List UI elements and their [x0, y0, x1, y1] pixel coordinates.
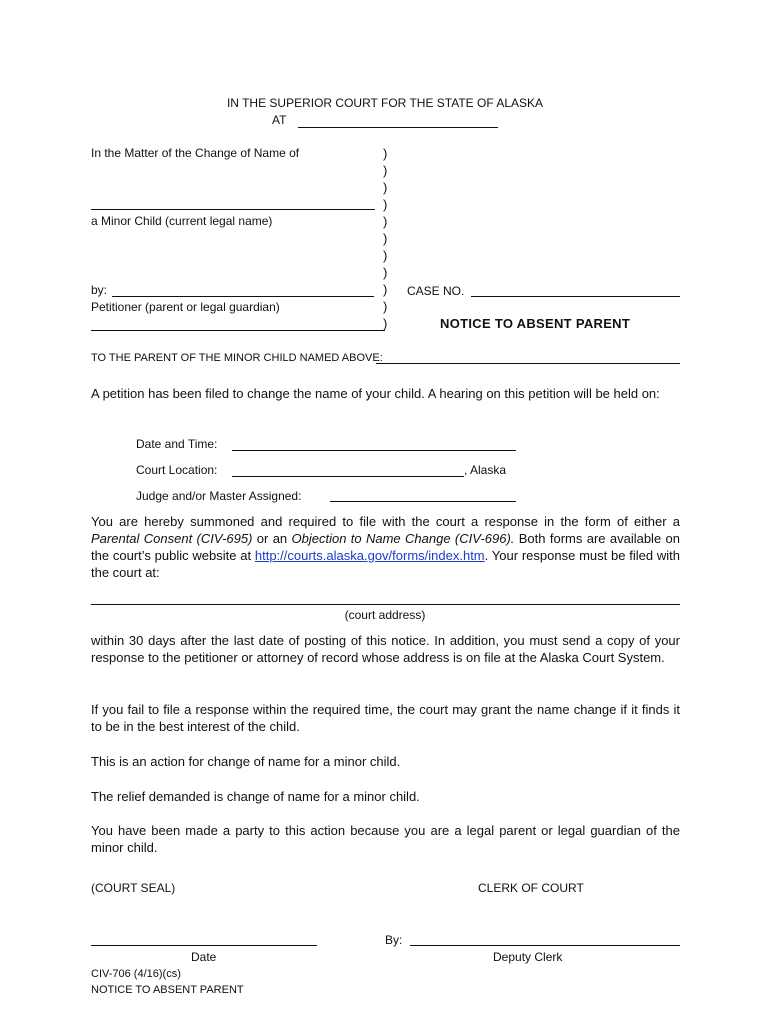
petitioner-label: Petitioner (parent or legal guardian) — [91, 300, 280, 314]
at-location-field[interactable] — [298, 127, 498, 128]
minor-name-field[interactable] — [91, 209, 375, 210]
summons-text-4: . Your response must be filed with the court at: — [91, 548, 681, 580]
case-no-label: CASE NO. — [407, 284, 465, 298]
case-no-field[interactable] — [471, 296, 680, 297]
paren: ) — [383, 316, 388, 331]
court-location-field[interactable] — [232, 476, 464, 477]
summons-text-3: Both forms are available on the court’s public website at — [91, 531, 680, 563]
paren: ) — [383, 248, 388, 263]
paren: ) — [383, 265, 388, 280]
judge-label: Judge and/or Master Assigned: — [136, 489, 302, 503]
clerk-signature-field[interactable] — [410, 945, 680, 946]
date-label: Date — [191, 950, 217, 964]
paren: ) — [383, 214, 388, 229]
petition-paragraph: A petition has been filed to change the name of your child. A hearing on this petition will be held on: — [91, 386, 660, 401]
caption-parens — [383, 145, 395, 332]
summons-text-1: You are hereby summoned and required to file with the court a response in the form of either a — [91, 514, 680, 529]
date-field[interactable] — [91, 945, 317, 946]
paren: ) — [383, 282, 388, 297]
court-location-label: Court Location: — [136, 463, 218, 477]
objection-form: Objection to Name Change (CIV-696). — [291, 531, 515, 546]
petitioner-extra-field[interactable] — [91, 330, 385, 331]
parent-name-field[interactable] — [376, 363, 680, 364]
action-for-paragraph: This is an action for change of name for a minor child. — [91, 754, 401, 769]
summons-paragraph — [91, 513, 680, 581]
summons-text-2: or an — [252, 531, 292, 546]
made-party-paragraph: You have been made a party to this action because you are a legal parent or legal guardian of the minor child. — [91, 823, 680, 855]
date-time-field[interactable] — [232, 450, 516, 451]
paren: ) — [383, 146, 388, 161]
court-address-label: (court address) — [344, 608, 426, 622]
relief-paragraph: The relief demanded is change of name for a minor child. — [91, 789, 420, 804]
location-suffix: , Alaska — [464, 463, 507, 477]
form-footer-title: NOTICE TO ABSENT PARENT — [91, 984, 244, 996]
paren: ) — [383, 180, 388, 195]
paren: ) — [383, 197, 388, 212]
court-title: IN THE SUPERIOR COURT FOR THE STATE OF ALASKA — [226, 96, 544, 110]
deputy-clerk-label: Deputy Clerk — [493, 950, 563, 964]
minor-child-label: a Minor Child (current legal name) — [91, 214, 273, 228]
court-seal-label: (COURT SEAL) — [91, 881, 176, 895]
notice-title: NOTICE TO ABSENT PARENT — [440, 316, 631, 331]
paren: ) — [383, 299, 388, 314]
parental-consent-form: Parental Consent (CIV-695) — [91, 531, 253, 546]
court-address-field[interactable] — [91, 604, 680, 605]
petitioner-name-field[interactable] — [112, 296, 374, 297]
clerk-of-court-label: CLERK OF COURT — [478, 881, 584, 895]
forms-website-link[interactable]: http://courts.alaska.gov/forms/index.htm — [254, 548, 485, 563]
clerk-by-label: By: — [385, 933, 403, 947]
to-parent-label: TO THE PARENT OF THE MINOR CHILD NAMED ABOVE: — [91, 352, 383, 364]
at-label: AT — [272, 113, 287, 127]
within-30-days-paragraph: within 30 days after the last date of posting of this notice. In addition, you must send a copy of your response to the petitioner or attorney of record whose address is on file at the Alaska Court System. — [91, 633, 680, 665]
date-time-label: Date and Time: — [136, 437, 218, 451]
judge-field[interactable] — [330, 501, 516, 502]
matter-line: In the Matter of the Change of Name of — [91, 146, 300, 160]
paren: ) — [383, 231, 388, 246]
fail-to-file-paragraph: If you fail to file a response within the required time, the court may grant the name change if it finds it to be in the best interest of the child. — [91, 702, 680, 734]
by-label: by: — [91, 283, 108, 297]
paren: ) — [383, 163, 388, 178]
form-number: CIV-706 (4/16)(cs) — [91, 968, 181, 980]
